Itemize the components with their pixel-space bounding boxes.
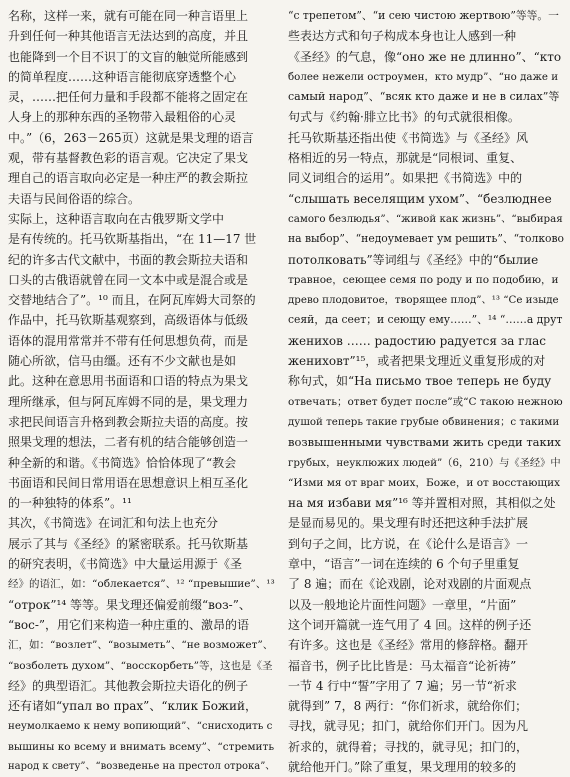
text-line: отвечать；ответ будет после”或“С такою нежною xyxy=(288,395,563,408)
text-line: 作品中，托马钦斯基观察到，高级语体与低级 xyxy=(8,313,249,328)
text-line: 句式与《约翰·腓立比书》的句式就很相像。 xyxy=(288,110,520,125)
text-line: 名称，这样一来，就有可能在同一种言语里上 xyxy=(8,9,249,23)
text-line: 的简单程度……这种语言能彻底穿透整个心 xyxy=(8,69,237,84)
text-line: возвышенными чувствами жить среди таких xyxy=(288,435,561,450)
text-line: 汇，如：“возлет”、“возыметь”、“не возможет”、 xyxy=(8,639,274,652)
text-line: потолковать”等词组与《圣经》中的“былие xyxy=(288,252,539,267)
text-line: “слышать веселящим ухом”、“безлюднее xyxy=(288,191,552,206)
text-line: 是有传统的。托马钦斯基指出，“在 11—17 世 xyxy=(8,232,257,247)
text-line: 到句子之间，比方说，在《论什么是语言》一 xyxy=(288,536,529,551)
text-line: 就给他开门。”除了重复，果戈理用的较多的 xyxy=(288,759,517,774)
text-line: 同义词组合的运用”。如果把《书简选》中的 xyxy=(288,171,523,186)
text-line: 理自己的语言取向必定是一种庄严的教会斯拉 xyxy=(8,171,249,186)
text-line: травное，сеющее семя по роду и по подобию，и xyxy=(288,273,559,286)
text-line: 就得到” 7，8 两行：“你们祈求，就给你们； xyxy=(288,699,528,714)
text-line: 交替地结合了”。¹⁰ 而且，在阿瓦库姆大司祭的 xyxy=(8,293,256,308)
text-line: 些表达方式和句子构成本身也让人感到一种 xyxy=(288,29,517,44)
text-line: 《圣经》的气息，像“оно же не длинно”、“кто xyxy=(288,49,562,64)
text-line: 还有诸如“упал во прах”、“клик Божий， xyxy=(8,699,257,714)
text-line: 实际上，这种语言取向在古俄罗斯文学中 xyxy=(8,211,225,226)
text-line: 种全新的和谐。《书简选》恰恰体现了“教会 xyxy=(8,455,237,470)
text-line: “возболеть духом”、“восскорбеть”等，这也是《圣 xyxy=(8,659,273,672)
text-line: древо плодовитое，творящее плод”、¹³ “Се изыде xyxy=(288,294,559,307)
text-line: 有许多。这也是《圣经》常用的修辞格。翻开 xyxy=(288,638,529,653)
text-line: 此。这种在意思用书面语和口语的特点为果戈 xyxy=(8,374,249,389)
text-line: 语体的混用常常并不带有任何思想负荷，而是 xyxy=(8,333,249,348)
column-gutter xyxy=(282,6,283,726)
text-line: 求把民间语言升格到教会斯拉夫语的高度。按 xyxy=(8,414,249,429)
text-line: 中。”（6，263－265页）这就是果戈理的语言 xyxy=(8,130,254,145)
text-line: на мя избави мя”¹⁶ 等并置相对照，其相似之处 xyxy=(288,496,556,511)
text-line: 称句式，如“На письмо твое теперь не буду xyxy=(288,374,552,389)
text-line: на выбор”、“недоумевает ум решить”、“толково xyxy=(288,232,564,246)
text-line: 这个词开篇就一连气用了 4 回。这样的例子还 xyxy=(288,617,532,632)
left-column xyxy=(8,6,278,777)
text-line: 理所继承，但与阿瓦库姆不同的是，果戈理力 xyxy=(8,394,249,409)
text-line: 也能降到一个目不识丁的文盲的触觉所能感到 xyxy=(8,49,249,64)
text-line: “с трепетом”、“и сею чистою жертвою”等等。一 xyxy=(288,9,559,22)
text-line: “вос-”，用它们来构造一种庄重的、激昂的语 xyxy=(8,617,250,632)
text-line: 托马钦斯基还指出使《书简选》与《圣经》风 xyxy=(288,130,529,145)
text-line: “Изми мя от враг моих，Боже，и от восстающих xyxy=(288,476,561,489)
text-line: 其次，《书简选》在词汇和句法上也充分 xyxy=(8,516,219,531)
text-line: 了 8 遍；而在《论戏剧，论对戏剧的片面观点 xyxy=(288,577,532,592)
text-line: народ к свету”、“возведенье на престол отрока”、 xyxy=(8,760,276,772)
right-column xyxy=(288,6,564,777)
text-line: 的一种独特的体系”。¹¹ xyxy=(8,496,132,511)
text-line: 书面语和民间日常用语在思想意识上相互圣化 xyxy=(8,475,249,490)
text-line: 纪的许多古代文献中，书面的教会斯拉夫语和 xyxy=(8,252,249,267)
text-line: 一节 4 行中“誓”字用了 7 遍；另一节“祈求 xyxy=(288,678,517,693)
text-line: 升到任何一种其他语言无法达到的高度，并且 xyxy=(8,29,249,44)
text-line: душой теперь такие грубые обвинения；с такими xyxy=(288,415,560,428)
text-line: 以及一般地论片面性问题》一章里，“片面” xyxy=(288,597,517,612)
text-line: более нежели остроумен，кто мудр”、“но даже и xyxy=(288,70,559,83)
text-line: 祈求的，就得着；寻找的，就寻见；扣门的， xyxy=(288,739,529,754)
text-line: 照果戈理的想法，二者有机的结合能够创造一 xyxy=(8,435,249,450)
text-line: 随心所欲，信马由缰。还有不少文献也是如 xyxy=(8,354,237,369)
text-line: 经》的语汇，如：“облекается”、¹² “превышие”、¹³ xyxy=(8,578,275,591)
text-line: грубых，неуклюжих людей”（6，210）与《圣经》中 xyxy=(288,456,561,469)
text-line: 展示了其与《圣经》的紧密联系。托马钦斯基 xyxy=(8,536,249,551)
text-line: 寻找，就寻见；扣门，就给你们开门。因为凡 xyxy=(288,719,529,734)
text-line: 是显而易见的。果戈理有时还把这种手法扩展 xyxy=(288,516,529,531)
text-line: 格相近的另一特点，那就是“同根词、重复、 xyxy=(288,151,523,166)
text-line: жениховт”¹⁵，或者把果戈理近义重复形成的对 xyxy=(288,354,546,369)
text-line: неумолкаемо к нему вопиющий”、“снисходить с xyxy=(8,720,273,733)
text-line: “отрок”¹⁴ 等等。果戈理还偏爱前缀“воз-”、 xyxy=(8,597,251,612)
text-line: 观，带有基督教色彩的语言观。它决定了果戈 xyxy=(8,151,249,166)
text-line: вышины ко всему и внимать всему”、“стремить xyxy=(8,740,275,753)
text-line: 经》的典型语汇。其他教会斯拉夫语化的例子 xyxy=(8,678,249,693)
text-line: 人身上的那种东西的圣物带入最粗俗的心灵 xyxy=(8,110,237,125)
text-line: 福音书，例子比比皆是：马太福音“论祈祷” xyxy=(288,658,517,673)
text-line: 口头的古俄语就曾在同一文本中或是混合或是 xyxy=(8,272,249,287)
text-line: женихов …… радостию радуется за глас xyxy=(288,333,547,348)
text-line: 章中，“语言”一词在连续的 6 个句子里重复 xyxy=(288,557,520,572)
text-line: 灵，……把任何力量和手段都不能将之固定在 xyxy=(8,90,249,105)
text-line: самый народ”、“всяк кто даже и не в силах”等 xyxy=(288,90,560,104)
text-line: 的研究表明，《书简选》中大量运用源于《圣 xyxy=(8,557,243,572)
text-line: самого безлюдья”、“живой как жизнь”、“выбирая xyxy=(288,212,563,225)
text-line: 夫语与民间俗语的综合。 xyxy=(8,191,141,206)
text-line: сеяй，да сеет；и сеющу ему……”、¹⁴ “……а друт xyxy=(288,313,563,327)
